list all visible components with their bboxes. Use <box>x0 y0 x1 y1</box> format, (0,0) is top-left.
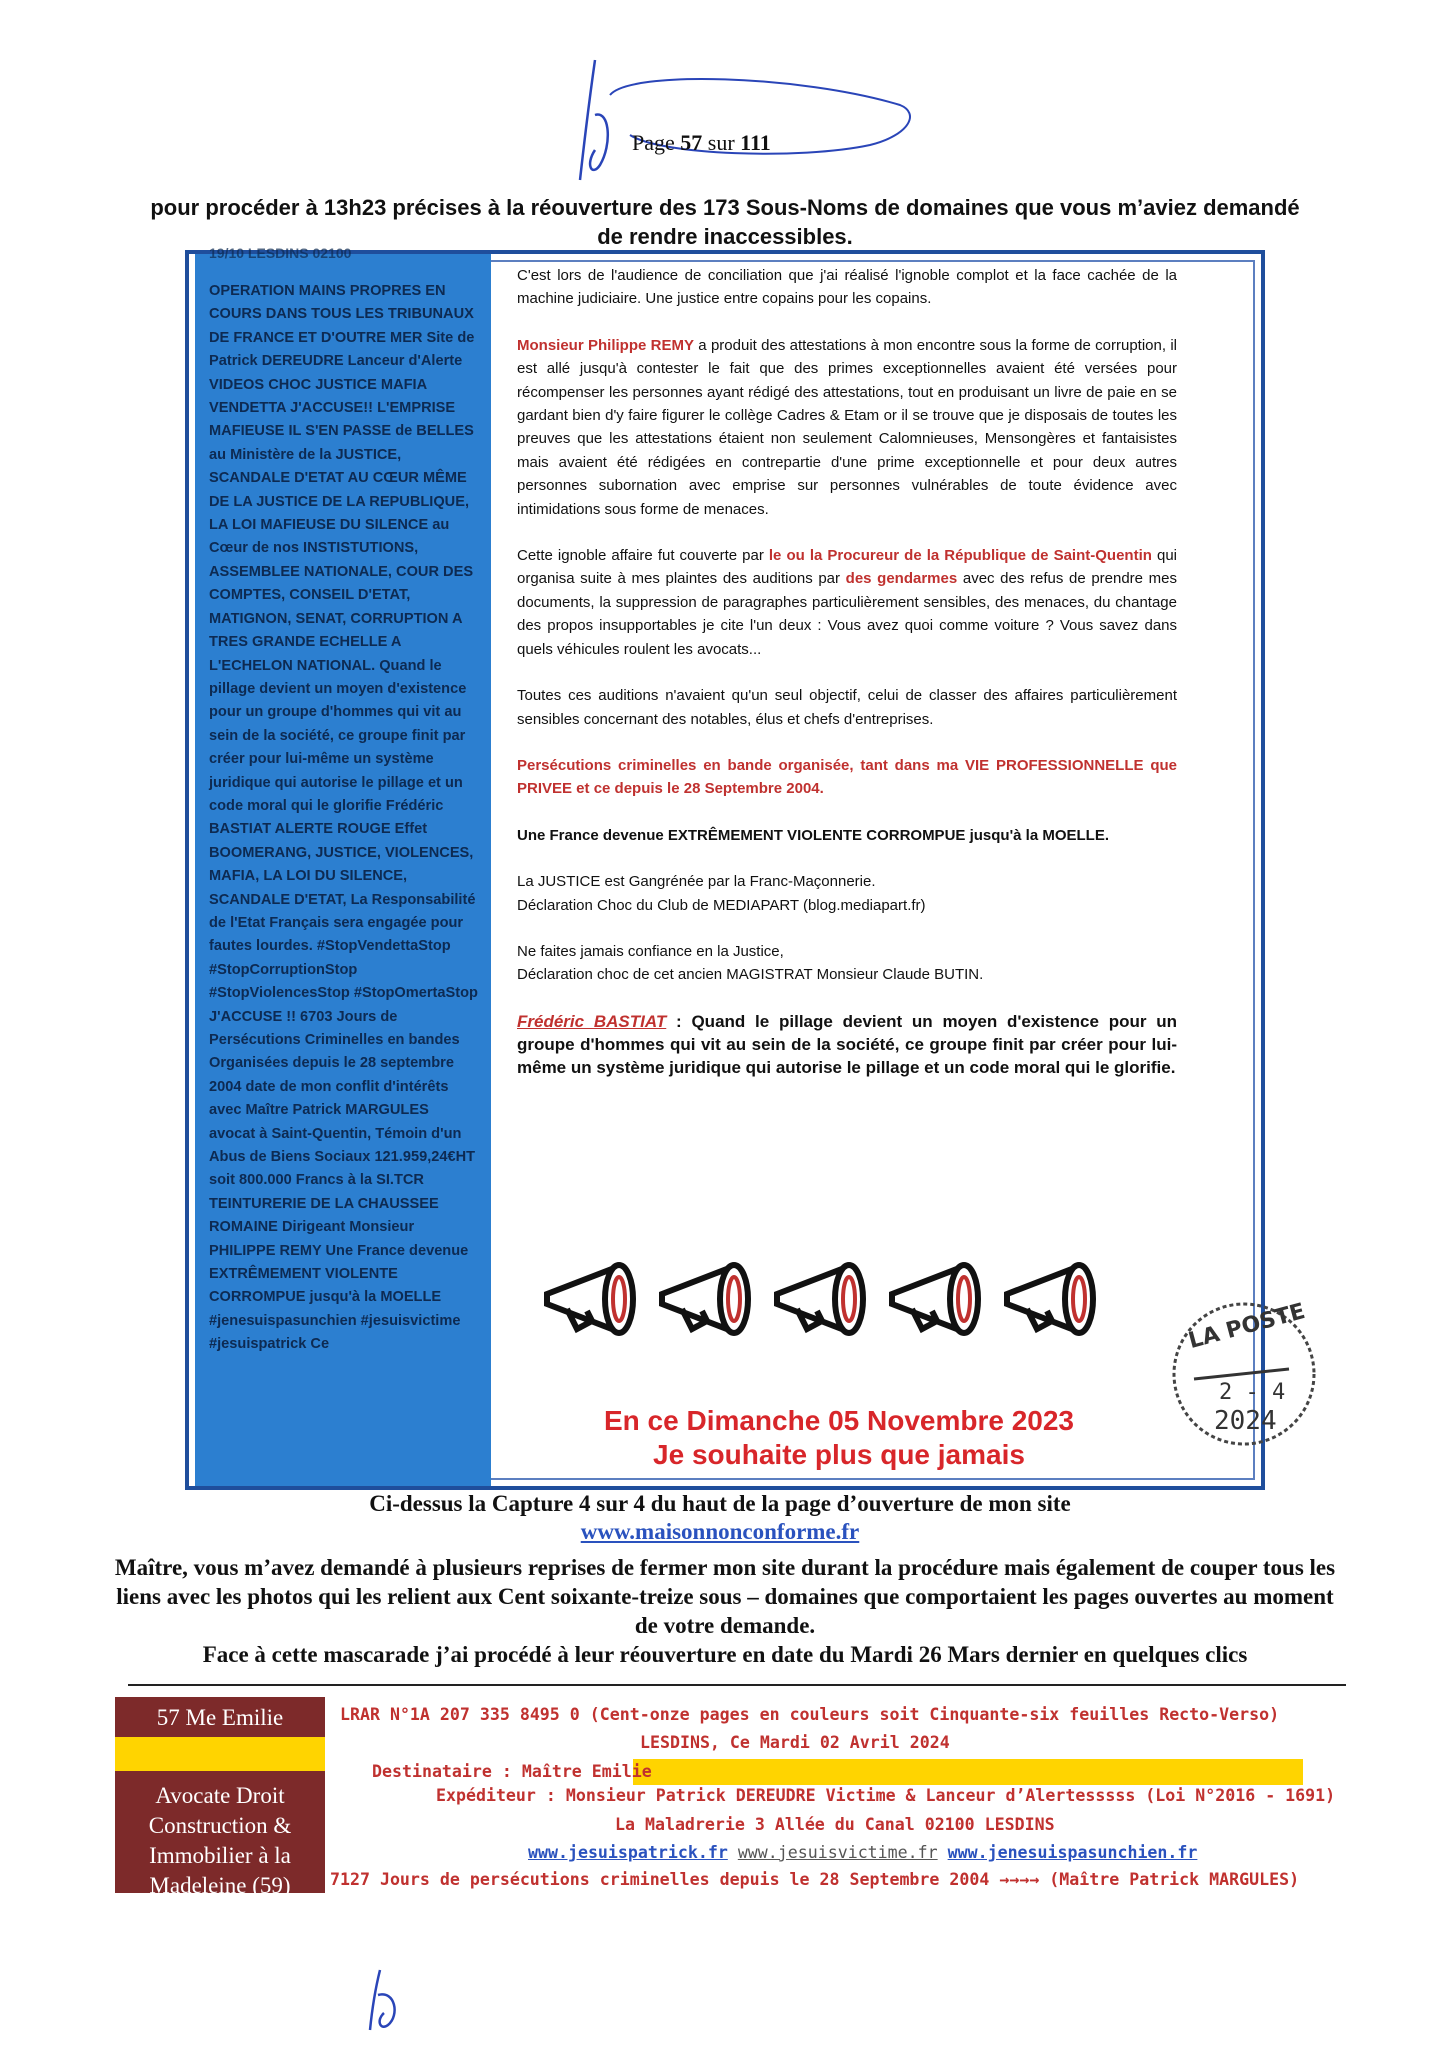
letter-links <box>528 1843 1197 1862</box>
recipient-name: 57 Me Emilie <box>156 1705 284 1730</box>
bastiat-quote <box>517 1010 1177 1079</box>
letter-sender: Expéditeur : Monsieur Patrick DEREUDRE Victime & Lanceur d’Alertesssss (Loi N°2016 - 1691) <box>436 1786 1336 1805</box>
megaphones-row <box>537 1259 1097 1339</box>
stamp-date-2: 2024 <box>1214 1406 1277 1436</box>
handwritten-signature-top <box>540 55 920 195</box>
megaphone-icon <box>892 1265 978 1333</box>
page-number-current: 57 <box>680 130 703 155</box>
recipient-box <box>115 1697 325 1898</box>
paragraph-3 <box>517 544 1177 661</box>
letter-reference: LRAR N°1A 207 335 8495 0 (Cent-onze pages en couleurs soit Cinquante-six feuilles Recto-Verso) <box>340 1705 1280 1724</box>
intro-text: pour procéder à 13h23 précises à la réouverture des 173 Sous-Noms de domaines que vous m’aviez demandé de rendre inaccessibles. <box>150 195 1300 249</box>
megaphone-icon <box>1007 1265 1093 1333</box>
stamp-date-1: 2 - 4 <box>1219 1380 1286 1405</box>
p3-highlight-2: des gendarmes <box>845 570 958 588</box>
letter-recipient: Destinataire : Maître Emilie <box>372 1762 652 1781</box>
paragraph-6: Une France devenue EXTRÊMEMENT VIOLENTE CORROMPUE jusqu'à la MOELLE. <box>517 826 1109 844</box>
page-number-prefix: Page <box>632 130 681 155</box>
postmark-stamp <box>1149 1294 1339 1454</box>
p3-b: qui organisa suite à mes plaintes des auditions par <box>517 547 1177 588</box>
page-number-middle: sur <box>702 130 741 155</box>
capture-left-column <box>195 245 491 1486</box>
p7-line2: Déclaration Choc du Club de MEDIAPART (blog.mediapart.fr) <box>517 896 926 914</box>
paragraph-2 <box>517 334 1177 521</box>
redaction-bar <box>115 1737 325 1771</box>
letter-days-count: 7127 Jours de persécutions criminelles depuis le 28 Septembre 2004 →→→→ (Maître Patrick MARGULES) <box>330 1870 1300 1889</box>
letter-date: LESDINS, Ce Mardi 02 Avril 2024 <box>640 1733 950 1752</box>
stamp-top-text: LA POSTE <box>1185 1298 1308 1355</box>
paragraph-4: Toutes ces auditions n'avaient qu'un seul objectif, celui de classer des affaires particulièrement sensibles concernant des notables, élus et chefs d'entreprises. <box>517 687 1177 728</box>
megaphone-icon <box>662 1265 748 1333</box>
megaphone-icon <box>777 1265 863 1333</box>
link-jesuispatrick[interactable]: www.jesuispatrick.fr <box>528 1843 728 1862</box>
p2-text: a produit des attestations à mon encontre sous la forme de corruption, il est allé jusqu'à contester le fait que des primes exceptionnelles avaient été versées pour récompenser les personnes ayant rédigé des attestations, tout en produisant un livre de paie en se gardant bien d'y faire figurer le collège Cadres & Etam or il se trouve que je disposais de toutes les preuves que les attestations étaient non seulement Calomnieuses, Mensongères et fantaisistes mais avaient été rédigées en contrepartie d'une prime exceptionnelle et pour deux autres personnes subornation avec emprise sur personnes vulnérables de toute évidence avec intimidations sous forme de menaces. <box>517 336 1177 518</box>
body-paragraph: Maître, vous m’avez demandé à plusieurs reprises de fermer mon site durant la procédure mais également de couper tous les liens avec les photos qui les relient aux Cent soixante-treize sous – domaines que comportaient les pages ouvertes au moment de votre demande. <box>114 1555 1336 1638</box>
site-link[interactable]: www.maisonnonconforme.fr <box>580 1519 860 1544</box>
left-column-head: 19/10 LESDINS 02100 <box>209 245 352 261</box>
p8-line1: Ne faites jamais confiance en la Justice, <box>517 942 784 960</box>
divider <box>128 1684 1346 1686</box>
body-text <box>110 1553 1340 1669</box>
p3-a: Cette ignoble affaire fut couverte par <box>517 547 769 565</box>
left-column-text: OPERATION MAINS PROPRES EN COURS DANS TOUS LES TRIBUNAUX DE FRANCE ET D'OUTRE MER Site de Patrick DEREUDRE Lanceur d'Alerte VIDEOS CHOC JUSTICE MAFIA VENDETTA J'ACCUSE!! L'EMPRISE MAFIEUSE IL S'EN PASSE de BELLES au Ministère de la JUSTICE, SCANDALE D'ETAT AU CŒUR MÊME DE LA JUSTICE DE LA REPUBLIQUE, LA LOI MAFIEUSE DU SILENCE au Cœur de nos INSTISTUTIONS, ASSEMBLEE NATIONALE, COUR DES COMPTES, CONSEIL D'ETAT, MATIGNON, SENAT, CORRUPTION A TRES GRANDE ECHELLE A L'ECHELON NATIONAL. Quand le pillage devient un moyen d'existence pour un groupe d'hommes qui vit au sein de la société, ce groupe finit par créer pour lui-même un système juridique qui autorise le pillage et un code moral qui le glorifie Frédéric BASTIAT ALERTE ROUGE Effet BOOMERANG, JUSTICE, VIOLENCES, MAFIA, LA LOI DU SILENCE, SCANDALE D'ETAT, La Responsabilité de l'Etat Français sera engagée pour fautes lourdes. #StopVendettaStop #StopCorruptionStop #StopViolencesStop #StopOmertaStop J'ACCUSE !! 6703 Jours de Persécutions Criminelles en bandes Organisées depuis le 28 septembre 2004 date de mon conflit d'intérêts avec Maître Patrick MARGULES avocat à Saint-Quentin, Témoin d'un Abus de Biens Sociaux 121.959,24€HT soit 800.000 Francs à la SI.TCR TEINTURERIE DE LA CHAUSSEE ROMAINE Dirigeant Monsieur PHILIPPE REMY Une France devenue EXTRÊMEMENT VIOLENTE CORROMPUE jusqu'à la MOELLE #jenesuispasunchien #jesuisvictime #jesuispatrick Ce <box>209 283 478 1353</box>
paragraph-1: C'est lors de l'audience de conciliation que j'ai réalisé l'ignoble complot et la face cachée de la machine judiciaire. Une justice entre copains pour les copains. <box>517 267 1177 308</box>
p3-highlight-1: le ou la Procureur de la République de Saint-Quentin <box>768 547 1152 565</box>
page-number <box>632 130 771 156</box>
link-jenesuispasunchien[interactable]: www.jenesuispasunchien.fr <box>947 1843 1198 1862</box>
banner-line-2: Je souhaite plus que jamais <box>653 1439 1025 1470</box>
link-jesuisvictime[interactable]: www.jesuisvictime.fr <box>737 1843 938 1862</box>
banner-line-1: En ce Dimanche 05 Novembre 2023 <box>603 1405 1074 1436</box>
paragraph-8 <box>517 940 1177 987</box>
p3-c: avec des refus de prendre mes documents, la suppression de paragraphes particulièrement sensibles, des menaces, du chantage des propos insupportables je cite l'un deux : Vous avez quoi comme voiture ? Vous savez dans quels véhicules roulent les avocats... <box>517 570 1178 658</box>
p7-line1: La JUSTICE est Gangrénée par la Franc-Maçonnerie. <box>517 873 876 891</box>
capture-caption: Ci-dessus la Capture 4 sur 4 du haut de la page d’ouverture de mon site <box>369 1491 1071 1516</box>
recipient-redaction <box>633 1759 1303 1785</box>
p2-highlight: Monsieur Philippe REMY <box>517 336 694 354</box>
quote-author: Frédéric BASTIAT <box>517 1011 667 1031</box>
handwritten-initials-bottom <box>360 1965 420 2035</box>
megaphone-icon <box>547 1265 633 1333</box>
quote-text: : Quand le pillage devient un moyen d'existence pour un groupe d'hommes qui vit au sein de la société, ce groupe finit par créer pour lui-même un système juridique qui autorise le pillage et un code moral qui le glorifie. <box>517 1011 1177 1077</box>
body-last-line: Face à cette mascarade j’ai procédé à leur réouverture en date du Mardi 26 Mars dernier en quelques clics <box>202 1642 1248 1667</box>
page-number-total: 111 <box>740 130 771 155</box>
recipient-description: Avocate Droit Construction & Immobilier à la Madeleine (59) <box>148 1783 292 1898</box>
website-capture <box>185 245 1308 1490</box>
capture-right-column <box>517 264 1177 1102</box>
paragraph-5: Persécutions criminelles en bande organisée, tant dans ma VIE PROFESSIONNELLE que PRIVEE et ce depuis le 28 Septembre 2004. <box>517 756 1177 798</box>
red-banner <box>519 1404 1159 1472</box>
paragraph-7 <box>517 870 1177 917</box>
letter-address: La Maladrerie 3 Allée du Canal 02100 LESDINS <box>615 1815 1055 1834</box>
p8-line2: Déclaration choc de cet ancien MAGISTRAT Monsieur Claude BUTIN. <box>517 966 984 984</box>
